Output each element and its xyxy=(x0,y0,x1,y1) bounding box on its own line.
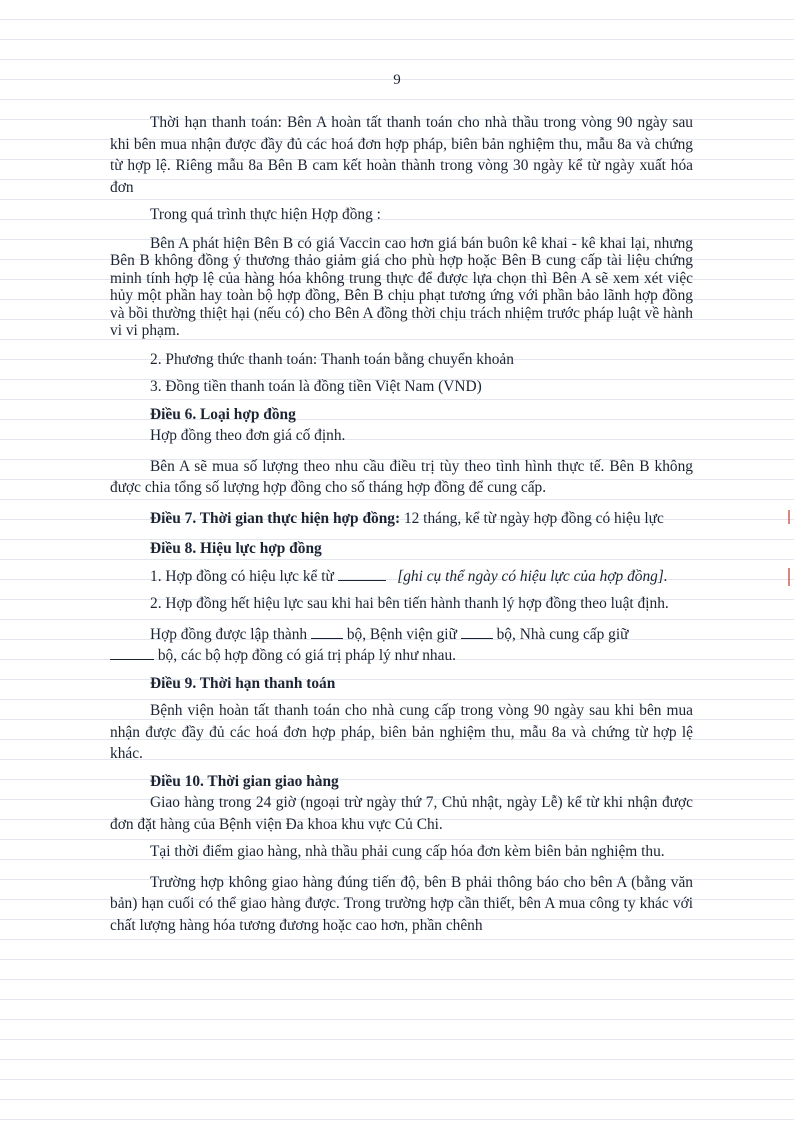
article-8-p3-b: bộ, Bệnh viện giữ xyxy=(342,625,461,643)
article-7-heading: Điều 7. Thời gian thực hiện hợp đồng: xyxy=(150,509,401,527)
article-8-p3-c: bộ, Nhà cung cấp giữ xyxy=(492,625,629,643)
article-10-p1: Giao hàng trong 24 giờ (ngoại trừ ngày thứ 7, Chủ nhật, ngày Lễ) kể từ khi nhận được đơn đặt hàng của Bệnh viện Đa khoa khu vực Củ Chi. xyxy=(110,794,693,833)
article-8-p1 xyxy=(110,566,693,588)
article-7-text: 12 tháng, kể từ ngày hợp đồng có hiệu lực xyxy=(400,509,664,527)
article-10-heading: Điều 10. Thời gian giao hàng xyxy=(150,772,339,790)
margin-mark xyxy=(788,510,790,524)
article-8-p2: 2. Hợp đồng hết hiệu lực sau khi hai bên tiến hành thanh lý hợp đồng theo luật định. xyxy=(150,595,669,612)
article-9-p1: Bệnh viện hoàn tất thanh toán cho nhà cung cấp trong vòng 90 ngày sau khi bên mua nhận được đầy đủ các hoá đơn hợp pháp, biên bản nghiệm thu, mẫu 8a và chứng từ hợp lệ khác. xyxy=(110,702,693,762)
during-contract-label: Trong quá trình thực hiện Hợp đồng : xyxy=(150,206,381,223)
article-8-p1-italic: [ghi cụ thể ngày có hiệu lực của hợp đồng]. xyxy=(397,567,668,585)
margin-mark xyxy=(788,568,790,586)
blank-line xyxy=(338,567,386,581)
article-6-p2: Bên A sẽ mua số lượng theo nhu cầu điều trị tùy theo tình hình thực tế. Bên B không được chia tổng số lượng hợp đồng cho số tháng hợp đồng để cung cấp. xyxy=(110,457,693,496)
article-8-p3 xyxy=(110,624,693,667)
article-8-p1-text: 1. Hợp đồng có hiệu lực kể từ xyxy=(150,567,338,585)
page-number: 9 xyxy=(393,72,401,88)
article-10-p2: Tại thời điểm giao hàng, nhà thầu phải cung cấp hóa đơn kèm biên bản nghiệm thu. xyxy=(150,843,665,860)
blank-line xyxy=(311,625,343,639)
document-body xyxy=(110,112,693,936)
article-8-p3-d: bộ, các bộ hợp đồng có giá trị pháp lý như nhau. xyxy=(154,647,456,664)
blank-line xyxy=(461,625,493,639)
article-8-p3-a: Hợp đồng được lập thành xyxy=(150,625,311,643)
payment-currency: 3. Đồng tiền thanh toán là đồng tiền Việt Nam (VND) xyxy=(150,378,482,395)
party-a-discovery-paragraph: Bên A phát hiện Bên B có giá Vaccin cao hơn giá bán buôn kê khai - kê khai lại, nhưng Bên B không đồng ý thương thảo giảm giá cho phù hợp hoặc Bên B cung cấp tài liệu chứng minh tính hợp lệ của hàng hóa không trung thực để được lựa chọn thì Bên A sẽ xem xét việc hủy một phần hay toàn bộ hợp đồng, Bên B chịu phạt tương ứng với phần bảo lãnh hợp đồng và bồi thường thiệt hại (nếu có) cho Bên A đồng thời chịu trách nhiệm trước pháp luật về hành vi vi phạm. xyxy=(110,234,693,339)
article-9-heading: Điều 9. Thời hạn thanh toán xyxy=(150,674,336,692)
article-7 xyxy=(110,508,693,530)
article-10-p3: Trường hợp không giao hàng đúng tiến độ, bên B phải thông báo cho bên A (bằng văn bản) hạn cuối có thể giao hàng được. Trong trường hợp cần thiết, bên A mua công ty khác với chất lượng hàng hóa tương đương hoặc cao hơn, phần chênh xyxy=(110,873,693,934)
payment-term-intro: Thời hạn thanh toán: Bên A hoàn tất thanh toán cho nhà thầu trong vòng 90 ngày sau khi bên mua nhận được đầy đủ các hoá đơn hợp pháp, biên bản nghiệm thu, mẫu 8a và chứng từ hợp lệ. Riêng mẫu 8a Bên B cam kết hoàn thành trong vòng 30 ngày kể từ ngày xuất hóa đơn xyxy=(110,114,693,196)
payment-method: 2. Phương thức thanh toán: Thanh toán bằng chuyển khoản xyxy=(150,350,514,368)
article-8-heading: Điều 8. Hiệu lực hợp đồng xyxy=(150,540,322,557)
blank-line xyxy=(110,646,154,660)
article-6-heading: Điều 6. Loại hợp đồng xyxy=(150,405,296,423)
article-6-p1: Hợp đồng theo đơn giá cố định. xyxy=(150,427,346,444)
